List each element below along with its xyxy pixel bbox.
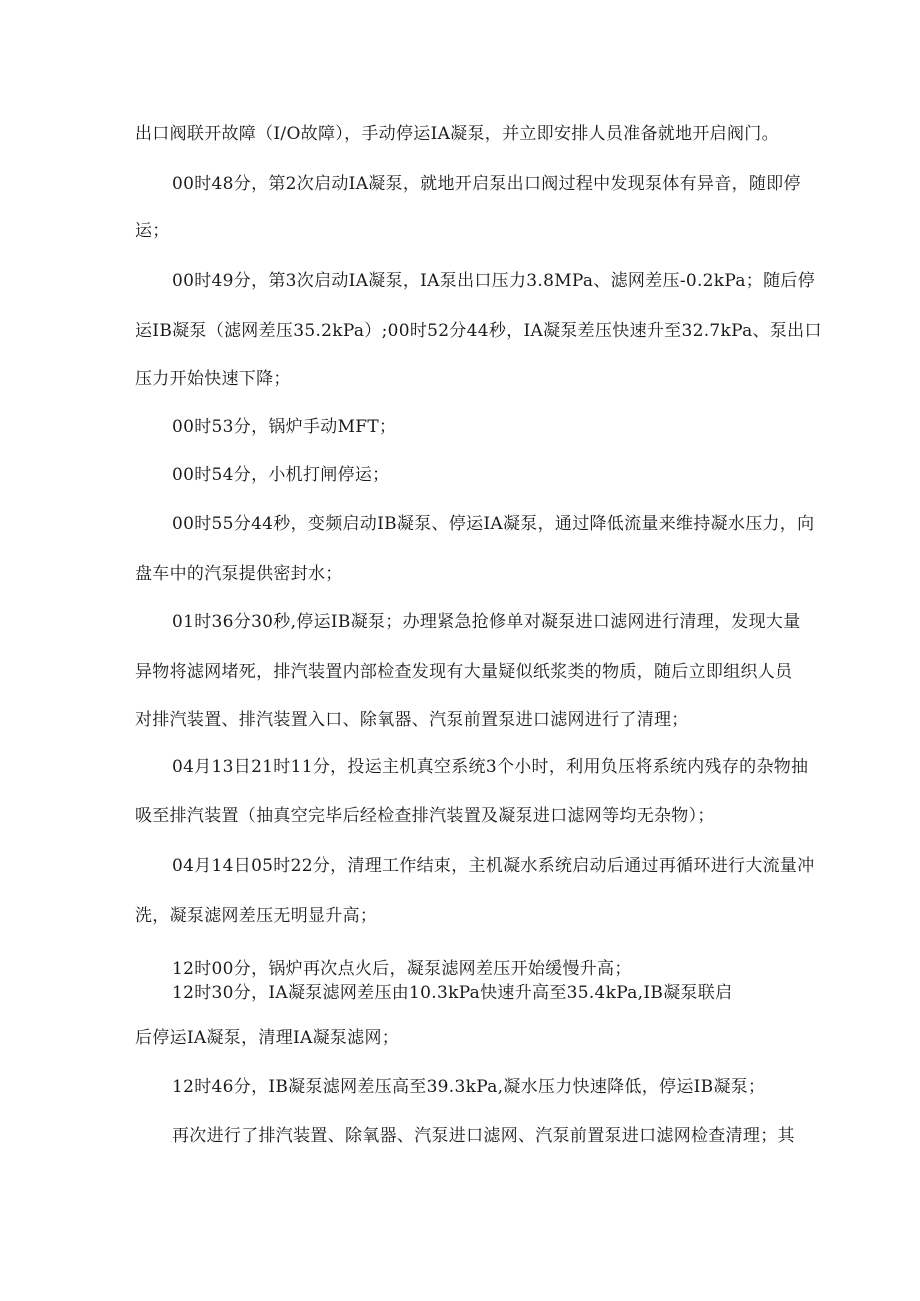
text-line-22: 再次进行了排汽装置、除氧器、汽泵进口滤网、汽泵前置泵进口滤网检查清理；其 (172, 1126, 795, 1146)
text-line-1: 出口阀联开故障（I/O故障），手动停运IA凝泵，并立即安排人员准备就地开启阀门。 (135, 124, 779, 144)
text-line-21: 12时46分，IB凝泵滤网差压高至39.3kPa,凝水压力快速降低，停运IB凝泵； (172, 1077, 766, 1097)
text-line-20: 后停运IA凝泵，清理IA凝泵滤网； (135, 1028, 400, 1048)
text-line-4: 00时49分，第3次启动IA凝泵，IA泵出口压力3.8MPa、滤网差压-0.2kPa；随后停 (172, 271, 816, 291)
text-line-12: 异物将滤网堵死，排汽装置内部检查发现有大量疑似纸浆类的物质，随后立即组织人员 (135, 662, 793, 682)
text-line-7: 00时53分，锅炉手动MFT； (172, 417, 397, 437)
text-line-5: 运IB凝泵（滤网差压35.2kPa）;00时52分44秒，IA凝泵差压快速升至32.7kPa、泵出口 (135, 321, 822, 341)
text-line-11: 01时36分30秒,停运IB凝泵；办理紧急抢修单对凝泵进口滤网进行清理，发现大量 (172, 612, 801, 632)
text-line-2: 00时48分，第2次启动IA凝泵，就地开启泵出口阀过程中发现泵体有异音，随即停 (172, 174, 801, 194)
text-line-16: 04月14日05时22分，清理工作结束，主机凝水系统启动后通过再循环进行大流量冲 (172, 856, 815, 876)
text-line-10: 盘车中的汽泵提供密封水； (135, 564, 343, 584)
text-line-13: 对排汽装置、排汽装置入口、除氧器、汽泵前置泵进口滤网进行了清理； (135, 710, 689, 730)
text-line-14: 04月13日21时11分，投运主机真空系统3个小时，利用负压将系统内残存的杂物抽 (172, 757, 809, 777)
text-line-17: 洗，凝泵滤网差压无明显升高； (135, 906, 378, 926)
text-line-6: 压力开始快速下降； (135, 369, 291, 389)
text-line-19: 12时30分，IA凝泵滤网差压由10.3kPa快速升高至35.4kPa,IB凝泵联启 (172, 983, 733, 1003)
text-line-8: 00时54分，小机打闸停运； (172, 465, 390, 485)
text-line-18: 12时00分，锅炉再次点火后，凝泵滤网差压开始缓慢升高； (172, 959, 632, 979)
text-line-9: 00时55分44秒，变频启动IB凝泵、停运IA凝泵，通过降低流量来维持凝水压力，向 (172, 514, 815, 534)
text-line-3: 运； (135, 221, 170, 241)
text-line-15: 吸至排汽装置（抽真空完毕后经检查排汽装置及凝泵进口滤网等均无杂物）； (135, 806, 715, 826)
